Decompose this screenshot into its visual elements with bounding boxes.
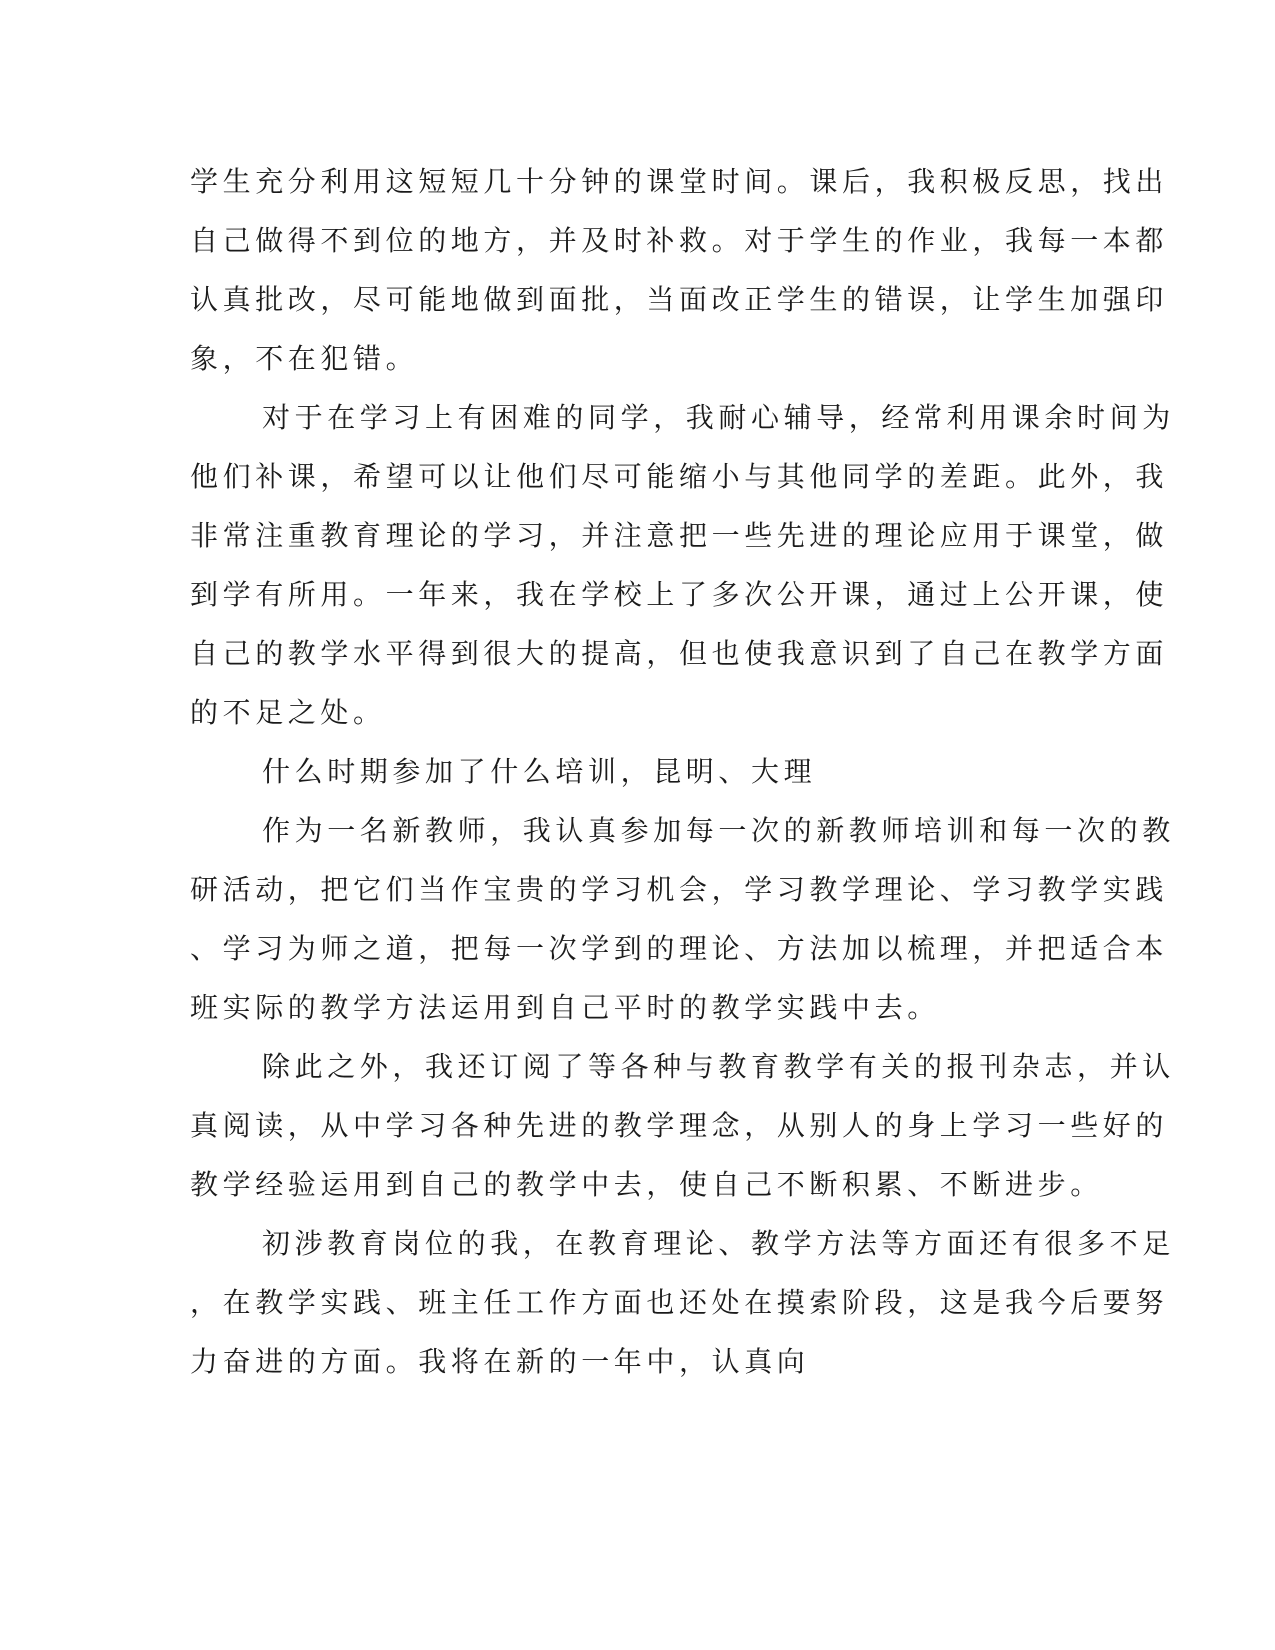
text-line: 力奋进的方面。我将在新的一年中，认真向 [190,1345,810,1378]
text-line: 教学经验运用到自己的教学中去，使自己不断积累、不断进步。 [190,1168,1103,1201]
text-line: 自己的教学水平得到很大的提高，但也使我意识到了自己在教学方面 [190,637,1169,670]
text-line: 自己做得不到位的地方，并及时补救。对于学生的作业，我每一本都 [190,224,1169,257]
text-line: 研活动，把它们当作宝贵的学习机会，学习教学理论、学习教学实践 [190,873,1169,906]
text-line: 的不足之处。 [190,696,386,729]
text-line: 非常注重教育理论的学习，并注意把一些先进的理论应用于课堂，做 [190,519,1169,552]
text-line: 到学有所用。一年来，我在学校上了多次公开课，通过上公开课，使 [190,578,1169,611]
paragraph-first-line: 作为一名新教师，我认真参加每一次的新教师培训和每一次的教 [262,814,1175,847]
text-line: 他们补课，希望可以让他们尽可能缩小与其他同学的差距。此外，我 [190,460,1169,493]
text-line: 认真批改，尽可能地做到面批，当面改正学生的错误，让学生加强印 [190,283,1169,316]
paragraph-first-line: 初涉教育岗位的我，在教育理论、教学方法等方面还有很多不足 [262,1227,1175,1260]
text-line: 真阅读，从中学习各种先进的教学理念，从别人的身上学习一些好的 [190,1109,1169,1142]
text-line: 班实际的教学方法运用到自己平时的教学实践中去。 [190,991,940,1024]
text-line: 、学习为师之道，把每一次学到的理论、方法加以梳理，并把适合本 [190,932,1169,965]
text-line: ，在教学实践、班主任工作方面也还处在摸索阶段，这是我今后要努 [190,1286,1169,1319]
paragraph-first-line: 什么时期参加了什么培训，昆明、大理 [262,755,817,788]
paragraph-first-line: 除此之外，我还订阅了等各种与教育教学有关的报刊杂志，并认 [262,1050,1175,1083]
paragraph-first-line: 对于在学习上有困难的同学，我耐心辅导，经常利用课余时间为 [262,401,1175,434]
text-line: 象，不在犯错。 [190,342,419,375]
text-line: 学生充分利用这短短几十分钟的课堂时间。课后，我积极反思，找出 [190,165,1169,198]
